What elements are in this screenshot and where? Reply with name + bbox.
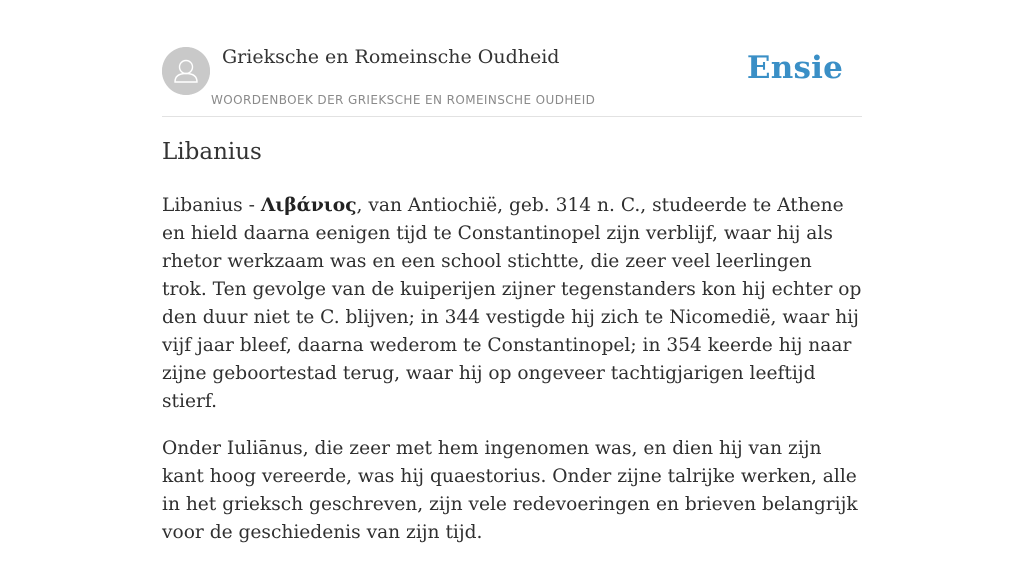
entry-title: Libanius [162, 139, 262, 165]
paragraph-2 [162, 435, 862, 547]
site-header [162, 0, 862, 117]
user-placeholder-icon[interactable] [162, 47, 210, 95]
page-container [162, 0, 862, 543]
paragraph-1 [162, 192, 862, 416]
entry-body [162, 192, 862, 566]
paragraph-2-text: Onder Iuliānus, die zeer met hem ingenomen was, en dien hij van zijn kant hoog vereerde, was hij quaestorius. Onder zijne talrijke werken, alle in het grieksch geschreven, zijn vele redevoeringen en brieven belangrijk voor de geschiedenis van zijn tijd. [162, 438, 858, 543]
greek-term: Λιβάνιος [260, 195, 357, 216]
brand-logo[interactable]: Ensie [746, 50, 843, 86]
entry-prefix: Libanius - [162, 195, 261, 216]
site-subtitle: WOORDENBOEK DER GRIEKSCHE EN ROMEINSCHE OUDHEID [211, 93, 596, 107]
paragraph-1-text: , van Antiochië, geb. 314 n. C., studeerde te Athene en hield daarna eenigen tijd te Constantinopel zijn verblijf, waar hij als rhetor werkzaam was en een school stichtte, die zeer veel leerlingen trok. Ten gevolge van de kuiperijen zijner tegenstanders kon hij echter op den duur niet te C. blijven; in 344 vestigde hij zich te Nicomedië, waar hij vijf jaar bleef, daarna wederom te Constantinopel; in 354 keerde hij naar zijne geboortestad terug, waar hij op ongeveer tachtigjarigen leeftijd stierf. [162, 195, 862, 412]
site-title[interactable]: Grieksche en Romeinsche Oudheid [222, 46, 560, 68]
